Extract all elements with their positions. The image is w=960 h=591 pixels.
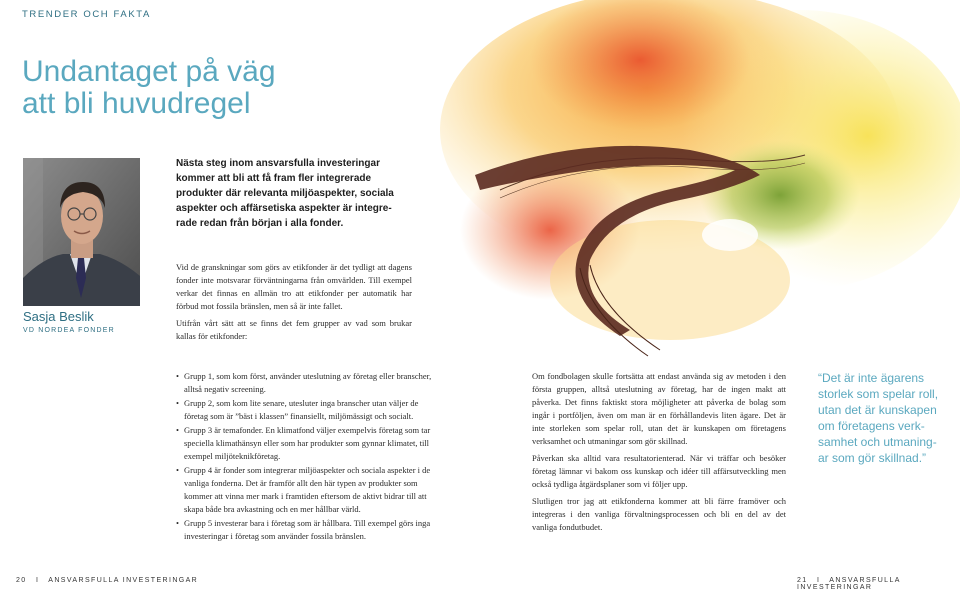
footer-left xyxy=(16,577,198,584)
lead-line: produkter där relevanta miljöaspekter, sociala xyxy=(176,188,394,199)
page-title-line-2: att bli huvudregel xyxy=(22,87,251,120)
page-title-line-1: Undantaget på väg xyxy=(22,55,276,88)
person-name: Sasja Beslik xyxy=(23,309,94,324)
lead-line: kommer att bli att få fram fler integrerade xyxy=(176,173,372,184)
section-label: TRENDER OCH FAKTA xyxy=(22,9,151,20)
footer-label: ANSVARSFULLA INVESTERINGAR xyxy=(48,577,199,584)
pull-quote xyxy=(818,370,954,466)
pull-quote-line: storlek som spelar roll, xyxy=(818,387,939,401)
intro-paragraph: Utifrån vårt sätt att se finns det fem grupper av vad som brukar kallas för etikfonder: xyxy=(176,318,412,341)
list-item: • Grupp 1, som kom först, använder uteslutning av företag eller branscher, alltså negativ screening. xyxy=(176,370,432,396)
body-paragraph: Om fondbolagen skulle fortsätta att endast använda sig av metoden i den första gruppen, alltså uteslutning av företag, har de ingen makt att påverka. Det finns faktiskt stora möjligheter att påverka de bolag som ingår i portföljen, även om man är en förhållandevis liten ägare. Det är inte storleken som spelar roll, utan det är kunskapen om företagens verksamhet och utmaningar som gör skillnad. xyxy=(532,371,786,446)
list-item: • Grupp 2, som kom lite senare, utesluter inga branscher utan väljer de företag som är ”bäst i klassen” finansiellt, miljömässigt och socialt. xyxy=(176,397,432,423)
fund-groups-list xyxy=(176,370,432,544)
portrait-photo xyxy=(23,158,140,306)
intro-text xyxy=(176,261,412,347)
footer-label: ANSVARSFULLA INVESTERINGAR xyxy=(797,577,901,591)
page-title xyxy=(22,56,322,120)
list-item: • Grupp 4 är fonder som integrerar miljöaspekter och sociala aspekter i de vanliga fonderna. Det är framför allt den här typen av produkter som kommer att vinna mer mark i framtiden eftersom de aktivt bidrar till att skapa både bra avkastning och en mer hållbar värld. xyxy=(176,464,432,516)
pull-quote-line: samhet och utmaning- xyxy=(818,435,937,449)
footer-right xyxy=(797,577,960,591)
pull-quote-line: utan det är kunskapen xyxy=(818,403,937,417)
pull-quote-line: om företagens verk- xyxy=(818,419,925,433)
pull-quote-line: ar som gör skillnad.” xyxy=(818,451,927,465)
lead-line: aspekter och affärsetiska aspekter är integre- xyxy=(176,203,392,214)
lead-line: rade redan från början i alla fonder. xyxy=(176,218,344,229)
footer-separator: I xyxy=(816,577,821,584)
list-item: • Grupp 3 är temafonder. En klimatfond väljer exempelvis företag som tar speciella klimathänsyn eller som har produkter som gynnar klimatet, till exempel miljöteknikföretag. xyxy=(176,424,432,463)
watercolor-train-illustration xyxy=(440,0,960,370)
footer-separator: I xyxy=(35,577,40,584)
person-title: VD NORDEA FONDER xyxy=(23,327,115,334)
body-paragraph: Slutligen tror jag att etikfonderna kommer att bli färre framöver och integreras i den vanliga förvaltningsprocessen och bli en del av det vanliga fondutbudet. xyxy=(532,496,786,532)
page-number: 21 xyxy=(797,577,808,584)
second-column-text xyxy=(532,370,786,538)
lead-line: Nästa steg inom ansvarsfulla investeringar xyxy=(176,158,380,169)
page-number: 20 xyxy=(16,577,27,584)
lead-paragraph xyxy=(176,156,408,231)
body-paragraph: Påverkan ska alltid vara resultatorienterad. När vi träffar och besöker företag lämnar vi bakom oss kunskap och idéer till affärsutveckling men också tydliga åtgärdsplaner som vi följer upp. xyxy=(532,453,786,489)
intro-paragraph: Vid de granskningar som görs av etikfonder är det tydligt att dagens fonder inte motsvarar förväntningarna från omvärlden. Till exempel verkar det finnas en allmän tro att etikfonder per automatik har förbud mot fossila bränslen, men så är inte fallet. xyxy=(176,262,412,311)
list-item: • Grupp 5 investerar bara i företag som är hållbara. Till exempel görs inga investeringar i företag som använder fossila bränslen. xyxy=(176,517,432,543)
pull-quote-line: “Det är inte ägarens xyxy=(818,371,925,385)
